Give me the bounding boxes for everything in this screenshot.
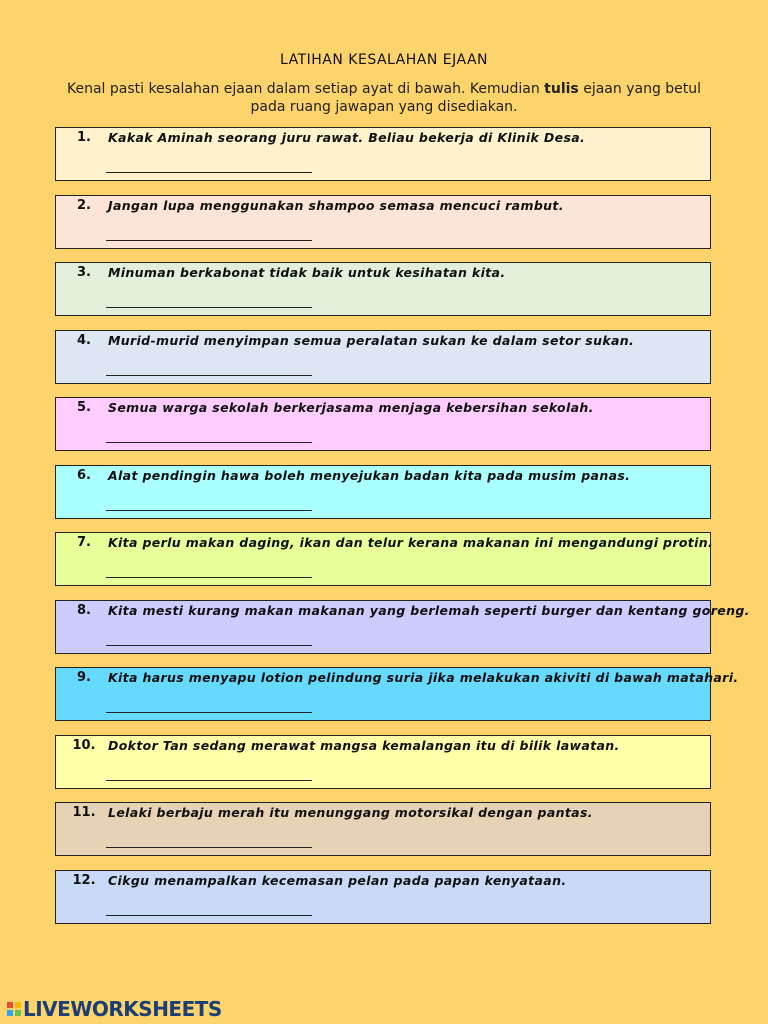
question-number: 3. <box>77 265 91 280</box>
question-box <box>55 600 750 654</box>
question-box <box>55 667 739 721</box>
question-box <box>55 195 711 249</box>
question-sentence: Kita perlu makan daging, ikan dan telur kerana makanan ini mengandungi protin. <box>108 535 714 550</box>
answer-line[interactable] <box>106 901 312 916</box>
question-sentence: Cikgu menampalkan kecemasan pelan pada papan kenyataan. <box>108 872 567 888</box>
answer-line[interactable] <box>106 361 312 376</box>
question-number: 7. <box>77 535 91 550</box>
question-box <box>55 802 711 856</box>
question-sentence: Jangan lupa menggunakan shampoo semasa mencuci rambut. <box>108 197 564 213</box>
liveworksheets-wordmark: LIVEWORKSHEETS <box>23 997 222 1021</box>
question-sentence: Alat pendingin hawa boleh menyejukan badan kita pada musim panas. <box>108 467 631 483</box>
question-sentence: Kita harus menyapu lotion pelindung suria jika melakukan akiviti di bawah matahari. <box>108 670 739 685</box>
instructions-text-after: ejaan yang betul pada ruang jawapan yang disediakan. <box>250 81 702 115</box>
liveworksheets-logo-icon <box>6 1001 22 1017</box>
answer-line[interactable] <box>106 226 312 241</box>
question-sentence: Lelaki berbaju merah itu menunggang motorsikal dengan pantas. <box>108 805 593 820</box>
question-sentence: Kita mesti kurang makan makanan yang berlemah seperti burger dan kentang goreng. <box>108 602 750 618</box>
question-box <box>55 397 711 451</box>
instructions-text-before: Kenal pasti kesalahan ejaan dalam setiap ayat di bawah. Kemudian <box>66 81 545 97</box>
question-number: 8. <box>77 602 91 618</box>
question-sentence: Doktor Tan sedang merawat mangsa kemalangan itu di bilik lawatan. <box>108 737 620 753</box>
question-number: 6. <box>77 467 91 483</box>
question-number: 10. <box>72 737 96 753</box>
answer-line[interactable] <box>106 293 312 308</box>
question-sentence: Murid-murid menyimpan semua peralatan sukan ke dalam setor sukan. <box>108 332 635 348</box>
question-number: 11. <box>72 805 96 820</box>
question-sentence: Minuman berkabonat tidak baik untuk kesihatan kita. <box>108 265 506 280</box>
question-number: 9. <box>77 670 91 685</box>
instructions <box>60 80 708 116</box>
question-number: 12. <box>72 872 96 888</box>
answer-line[interactable] <box>106 833 312 848</box>
question-number: 4. <box>77 332 91 348</box>
question-box <box>55 127 711 181</box>
question-sentence: Semua warga sekolah berkerjasama menjaga kebersihan sekolah. <box>108 400 594 415</box>
question-box <box>55 532 714 586</box>
question-number: 5. <box>77 400 91 415</box>
answer-line[interactable] <box>106 631 312 646</box>
question-box <box>55 330 711 384</box>
answer-line[interactable] <box>106 496 312 511</box>
question-sentence: Kakak Aminah seorang juru rawat. Beliau bekerja di Klinik Desa. <box>108 130 586 145</box>
question-box <box>55 735 711 789</box>
question-box <box>55 465 711 519</box>
answer-line[interactable] <box>106 428 312 443</box>
answer-line[interactable] <box>106 158 312 173</box>
question-box <box>55 870 711 924</box>
answer-line[interactable] <box>106 563 312 578</box>
question-box <box>55 262 711 316</box>
answer-line[interactable] <box>106 698 312 713</box>
question-number: 1. <box>77 130 91 145</box>
instructions-bold-word: tulis <box>544 81 579 97</box>
question-number: 2. <box>77 197 91 213</box>
worksheet-title: LATIHAN KESALAHAN EJAAN <box>279 52 489 68</box>
answer-line[interactable] <box>106 766 312 781</box>
liveworksheets-brand <box>6 998 222 1020</box>
